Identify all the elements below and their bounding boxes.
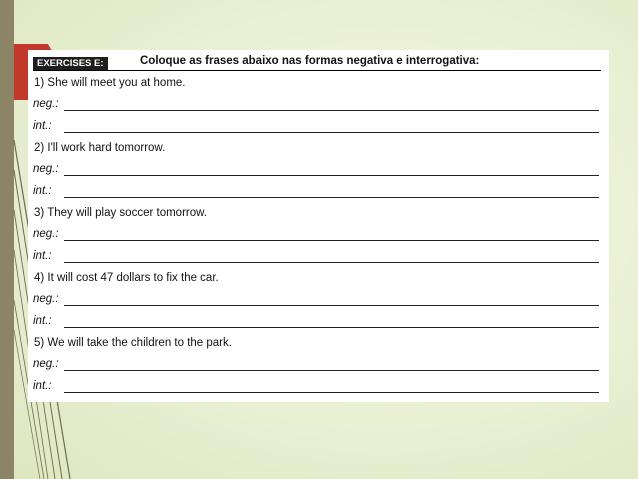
interrogative-answer-line[interactable]: [64, 327, 599, 328]
neg-label: neg.:: [33, 163, 59, 175]
interrogative-answer-line[interactable]: [64, 262, 599, 263]
interrogative-answer-row: [33, 314, 599, 336]
interrogative-answer-row: [33, 249, 599, 271]
neg-label: neg.:: [33, 358, 59, 370]
interrogative-answer-line[interactable]: [64, 197, 599, 198]
negative-answer-line[interactable]: [64, 370, 599, 371]
int-label: int.:: [33, 184, 52, 197]
int-label: int.:: [33, 314, 52, 327]
neg-label: neg.:: [33, 98, 59, 110]
negative-answer-line[interactable]: [64, 175, 599, 176]
negative-answer-line[interactable]: [64, 240, 599, 241]
exercise-item-4: [33, 270, 599, 335]
exercise-sentence: 5) We will take the children to the park.: [34, 337, 232, 349]
exercise-item-2: [33, 140, 599, 205]
exercise-instructions: Coloque as frases abaixo nas formas negativa e interrogativa:: [140, 55, 480, 67]
negative-answer-line[interactable]: [64, 110, 599, 111]
negative-answer-line[interactable]: [64, 305, 599, 306]
worksheet: [28, 50, 609, 402]
exercise-sentence: 2) I'll work hard tomorrow.: [34, 142, 166, 154]
neg-label: neg.:: [33, 293, 59, 305]
negative-answer-row: [33, 227, 599, 249]
neg-label: neg.:: [33, 228, 59, 240]
interrogative-answer-row: [33, 184, 599, 206]
negative-answer-row: [33, 97, 599, 119]
exercise-item-3: [33, 205, 599, 270]
int-label: int.:: [33, 249, 52, 262]
exercise-sentence: 3) They will play soccer tomorrow.: [34, 207, 207, 219]
negative-answer-row: [33, 357, 599, 379]
exercise-item-1: [33, 75, 599, 140]
int-label: int.:: [33, 119, 52, 132]
interrogative-answer-line[interactable]: [64, 132, 599, 133]
exercise-badge: EXERCISES E:: [33, 57, 108, 70]
negative-answer-row: [33, 292, 599, 314]
exercise-list: [33, 75, 599, 400]
exercise-item-5: [33, 335, 599, 400]
negative-answer-row: [33, 162, 599, 184]
exercise-sentence: 4) It will cost 47 dollars to fix the car.: [34, 272, 219, 284]
interrogative-answer-row: [33, 119, 599, 141]
exercise-sentence: 1) She will meet you at home.: [34, 77, 186, 89]
interrogative-answer-line[interactable]: [64, 392, 599, 393]
int-label: int.:: [33, 379, 52, 392]
interrogative-answer-row: [33, 379, 599, 401]
exercise-header: [33, 57, 601, 71]
